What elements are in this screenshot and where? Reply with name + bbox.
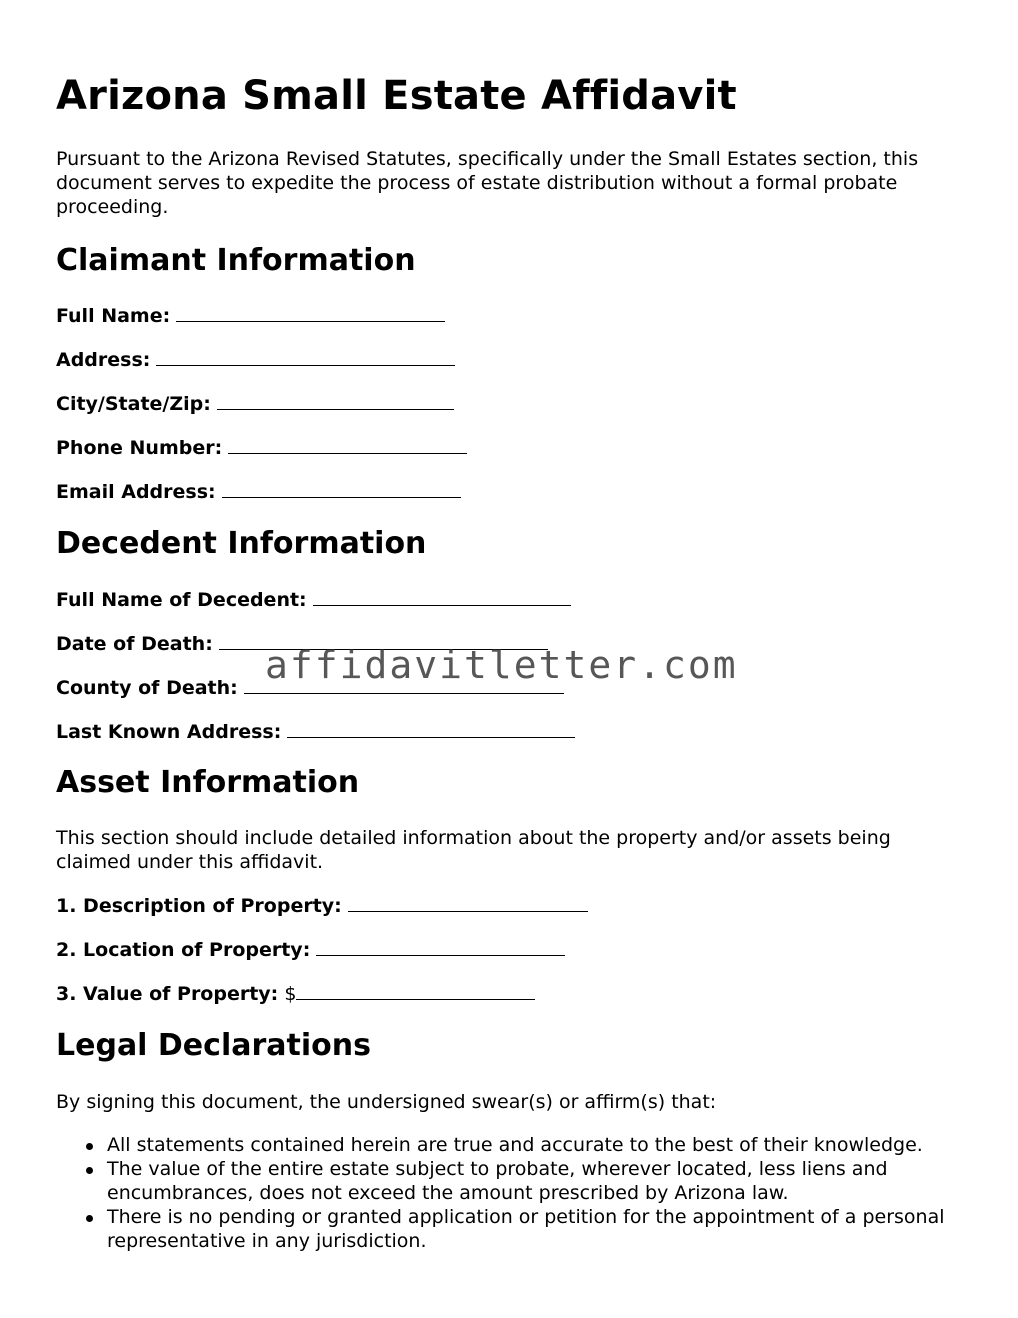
decedent-full-name-label: Full Name of Decedent:: [56, 589, 307, 611]
claimant-phone-label: Phone Number:: [56, 437, 223, 459]
decedent-date-of-death-label: Date of Death:: [56, 633, 213, 655]
intro-paragraph: Pursuant to the Arizona Revised Statutes, specifically under the Small Estates section, this document serves to expedite the process of estate distribution without a formal probate proceeding.: [56, 148, 919, 218]
watermark-text: affidavitletter.com: [265, 643, 738, 687]
asset-description-blank[interactable]: [348, 893, 588, 912]
assets-intro: This section should include detailed information about the property and/or assets being claimed under this affidavit.: [56, 827, 891, 873]
claimant-email-field: [56, 479, 461, 504]
decedent-last-address-field: [56, 719, 575, 744]
declaration-item: All statements contained herein are true and accurate to the best of their knowledge.: [56, 1133, 976, 1157]
asset-value-label: 3. Value of Property:: [56, 983, 279, 1005]
asset-value-field: [56, 981, 535, 1006]
claimant-city-state-zip-field: [56, 391, 454, 416]
claimant-full-name-label: Full Name:: [56, 305, 171, 327]
decedent-last-address-label: Last Known Address:: [56, 721, 282, 743]
asset-description-field: [56, 893, 588, 918]
asset-value-currency: $: [284, 983, 297, 1005]
declaration-item: There is no pending or granted application or petition for the appointment of a personal representative in any jurisdiction.: [56, 1205, 976, 1253]
decedent-heading: Decedent Information: [56, 526, 427, 561]
assets-heading: Asset Information: [56, 765, 360, 800]
document-title: Arizona Small Estate Affidavit: [56, 73, 737, 119]
declarations-list: [56, 1133, 976, 1253]
claimant-address-field: [56, 347, 455, 372]
claimant-address-blank[interactable]: [156, 347, 455, 366]
asset-location-blank[interactable]: [316, 937, 565, 956]
claimant-city-state-zip-blank[interactable]: [217, 391, 454, 410]
legal-intro: By signing this document, the undersigned swear(s) or affirm(s) that:: [56, 1091, 717, 1113]
claimant-city-state-zip-label: City/State/Zip:: [56, 393, 211, 415]
claimant-address-label: Address:: [56, 349, 151, 371]
asset-location-label: 2. Location of Property:: [56, 939, 311, 961]
claimant-heading: Claimant Information: [56, 243, 416, 278]
claimant-full-name-field: [56, 303, 445, 328]
asset-description-label: 1. Description of Property:: [56, 895, 342, 917]
legal-heading: Legal Declarations: [56, 1028, 371, 1063]
decedent-last-address-blank[interactable]: [287, 719, 575, 738]
claimant-email-blank[interactable]: [222, 479, 461, 498]
asset-value-blank[interactable]: [296, 981, 535, 1000]
claimant-full-name-blank[interactable]: [176, 303, 445, 322]
decedent-full-name-field: [56, 587, 571, 612]
decedent-full-name-blank[interactable]: [313, 587, 571, 606]
claimant-email-label: Email Address:: [56, 481, 216, 503]
decedent-county-label: County of Death:: [56, 677, 238, 699]
declaration-item: The value of the entire estate subject to probate, wherever located, less liens and encumbrances, does not exceed the amount prescribed by Arizona law.: [56, 1157, 976, 1205]
asset-location-field: [56, 937, 565, 962]
claimant-phone-field: [56, 435, 467, 460]
claimant-phone-blank[interactable]: [228, 435, 467, 454]
